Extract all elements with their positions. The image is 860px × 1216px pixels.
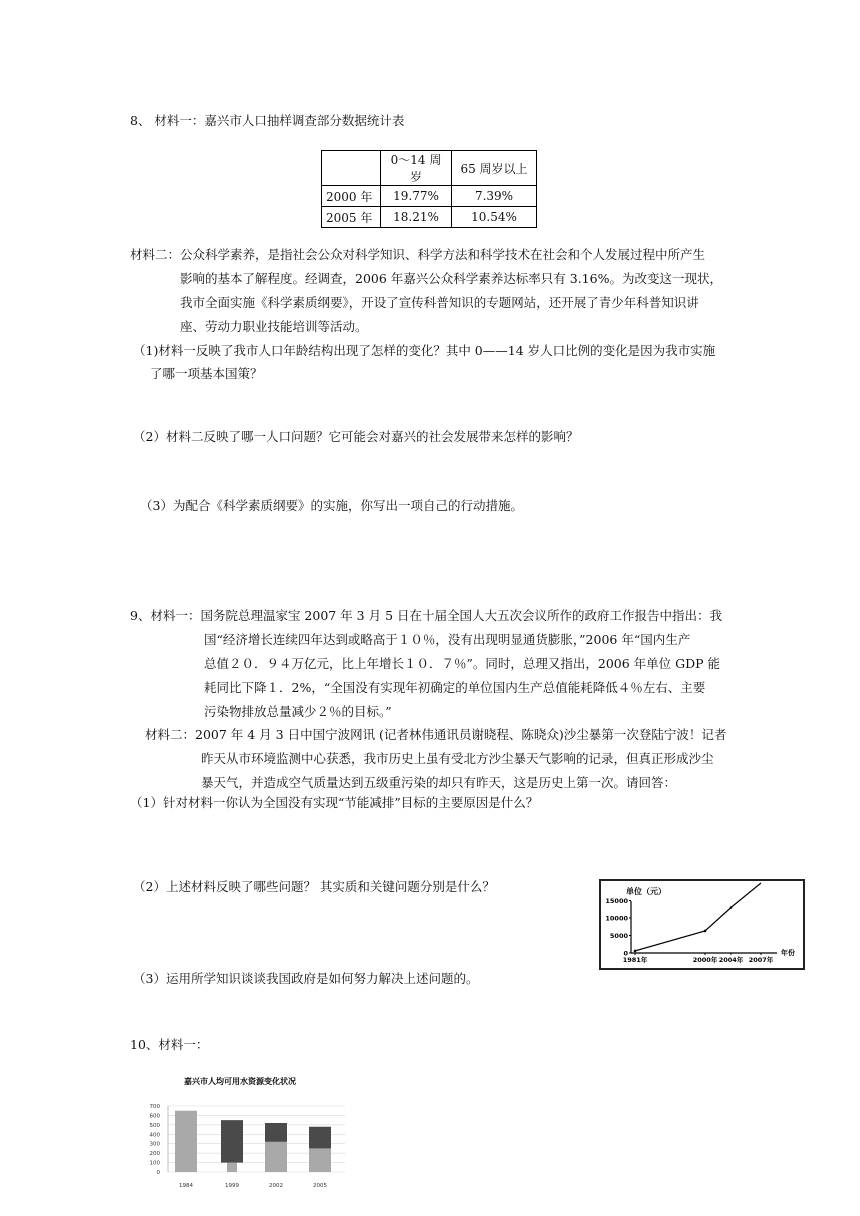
bar-segment <box>265 1123 287 1142</box>
y-tick-label: 600 <box>149 1113 160 1120</box>
table-header-cell: 65 周岁以上 <box>452 151 537 186</box>
table-cell: 19.77% <box>381 186 452 207</box>
q8-material2-line: 材料二：公众科学素养，是指社会公众对科学知识、科学方法和科学技术在社会和个人发展过程中所产生 <box>130 247 706 262</box>
x-tick-label: 2007年 <box>748 956 774 964</box>
x-tick-label: 1984 <box>179 1183 193 1189</box>
table-cell: 18.21% <box>381 207 452 228</box>
x-tick-label: 1999 <box>225 1183 239 1189</box>
q9-material1-line: 总值２０．９４万亿元，比上年增长１０．７％”。同时，总理又指出，2006 年单位 GDP 能 <box>204 656 721 671</box>
y-tick-label: 400 <box>149 1132 160 1139</box>
table-header-cell <box>322 151 381 186</box>
bar-segment <box>309 1148 331 1172</box>
table-cell: 2000 年 <box>322 186 381 207</box>
q9-material2-line: 材料二：2007 年 4 月 3 日中国宁波网讯 (记者林伟通讯员谢晓程、陈晓众)沙尘暴第一次登陆宁波！记者 <box>145 727 727 742</box>
bar-chart-svg <box>140 1072 360 1192</box>
bar-segment <box>309 1127 331 1149</box>
q8-question3: （3）为配合《科学素质纲要》的实施，你写出一项自己的行动措施。 <box>140 498 523 513</box>
x-axis-label: 年份 <box>781 949 795 957</box>
table-header-row <box>322 151 537 186</box>
q8-question1-line: 了哪一项基本国策？ <box>150 366 263 381</box>
q9-material1-line: 9、材料一：国务院总理温家宝 2007 年 3 月 5 日在十届全国人大五次会议所作的政府工作报告中指出：我 <box>130 608 723 623</box>
gdp-line-chart <box>599 879 805 970</box>
q8-question1-line: （1)材料一反映了我市人口年龄结构出现了怎样的变化？其中 0——14 岁人口比例的变化是因为我市实施 <box>133 343 716 358</box>
q9-material1-line: 耗同比下降１．2%，“全国没有实现年初确定的单位国内生产总值能耗降低４％左右、主要 <box>204 680 706 695</box>
population-table <box>321 150 537 228</box>
bar-segment <box>175 1111 197 1172</box>
q9-question2: （2）上述材料反映了哪些问题？ 其实质和关键问题分别是什么？ <box>133 879 495 894</box>
y-tick-label: 5000 <box>609 932 628 940</box>
q9-material2-line: 暴天气，并造成空气质量达到五级重污染的却只有昨天，这是历史上第一次。请回答： <box>201 775 677 790</box>
chart-title: 嘉兴市人均可用水资源变化状况 <box>184 1077 296 1086</box>
table-cell: 10.54% <box>452 207 537 228</box>
q8-heading: 8、 材料一：嘉兴市人口抽样调查部分数据统计表 <box>130 113 405 128</box>
bar-segment <box>227 1163 237 1172</box>
y-tick-label: 15000 <box>605 897 628 905</box>
x-tick-label: 2004年 <box>718 956 744 964</box>
table-cell: 7.39% <box>452 186 537 207</box>
q8-material2-line: 我市全面实施《科学素质纲要》，开设了宣传科普知识的专题网站，还开展了青少年科普知识讲 <box>180 295 699 310</box>
q8-material2-line: 影响的基本了解程度。经调查，2006 年嘉兴公众科学素养达标率只有 3.16%。为改变这一现状， <box>180 271 722 286</box>
data-point <box>634 950 637 953</box>
table-row <box>322 186 537 207</box>
x-tick-label: 2005 <box>313 1183 327 1189</box>
x-tick-label: 1981年 <box>622 956 648 964</box>
q8-question2: （2）材料二反映了哪一人口问题？它可能会对嘉兴的社会发展带来怎样的影响？ <box>133 429 579 444</box>
x-tick-label: 2002 <box>269 1183 283 1189</box>
bar-segment <box>265 1142 287 1172</box>
q9-material1-line: 国“经济增长连续四年达到或略高于１０％，没有出现明显通货膨胀，”2006 年“国内生产 <box>204 632 691 647</box>
bar-segment <box>221 1120 243 1162</box>
data-point <box>704 930 707 933</box>
table-header-cell: 0～14 周岁 <box>381 151 452 186</box>
y-tick-label: 10000 <box>605 914 628 923</box>
y-tick-label: 700 <box>149 1104 160 1110</box>
water-resource-bar-chart <box>140 1072 360 1192</box>
q9-material1-line: 污染物排放总量减少２％的目标。” <box>204 704 392 719</box>
q9-question3: （3）运用所学知识谈谈我国政府是如何努力解决上述问题的。 <box>133 971 479 986</box>
y-tick-label: 0 <box>623 949 628 958</box>
q8-material2-line: 座、劳动力职业技能培训等活动。 <box>180 319 368 334</box>
y-tick-label: 500 <box>149 1122 160 1129</box>
table-cell: 2005 年 <box>322 207 381 228</box>
y-tick-label: 0 <box>156 1170 160 1176</box>
q10-heading: 10、材料一： <box>130 1037 209 1052</box>
y-tick-label: 200 <box>149 1151 160 1158</box>
y-axis-label: 单位（元） <box>626 887 666 896</box>
table-row <box>322 207 537 228</box>
x-tick-label: 2000年 <box>692 956 718 964</box>
line-chart-svg <box>601 881 803 968</box>
y-tick-label: 300 <box>149 1141 160 1148</box>
q9-question1: （1）针对材料一你认为全国没有实现“节能减排”目标的主要原因是什么？ <box>130 795 539 810</box>
q9-material2-line: 昨天从市环境监测中心获悉，我市历史上虽有受北方沙尘暴天气影响的记录，但真正形成沙尘 <box>201 751 714 766</box>
y-tick-label: 100 <box>149 1160 160 1167</box>
data-point <box>730 906 733 909</box>
